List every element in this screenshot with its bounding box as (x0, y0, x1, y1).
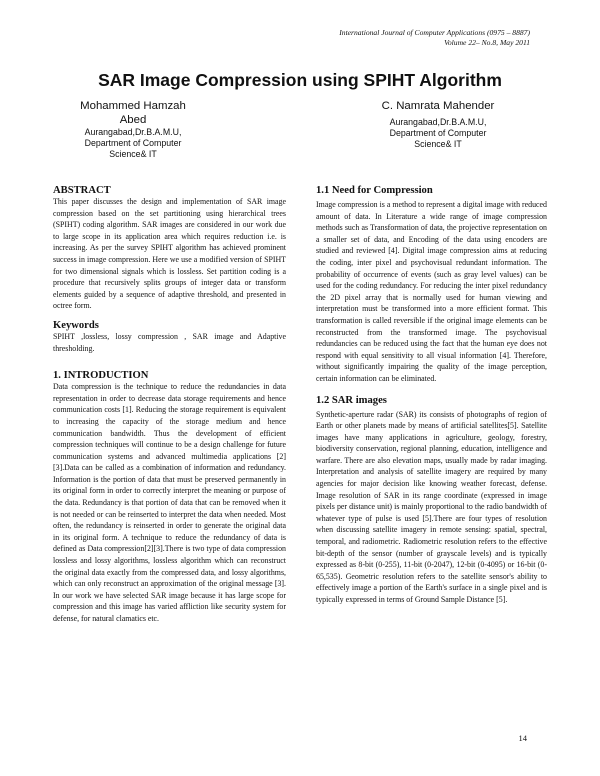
author-affiliation: Aurangabad,Dr.B.A.M.U, (84, 127, 182, 137)
need-for-compression-heading: 1.1 Need for Compression (316, 185, 433, 196)
sar-images-heading: 1.2 SAR images (316, 394, 387, 406)
abstract-heading: ABSTRACT (53, 185, 111, 196)
introduction-heading: 1. INTRODUCTION (53, 370, 149, 382)
keywords-text: SPIHT ,lossless, lossy compression , SAR image and Adaptive thresholding. (53, 331, 286, 353)
author-affiliation: Department of Computer (84, 138, 182, 148)
author-name: Mohammed Hamzah (80, 100, 186, 112)
page-number: 14 (518, 733, 527, 743)
abstract-text: This paper discusses the design and implementation of SAR image compression based on the set partitioning using hierarchical trees (SPIHT) coding algorithm. SAR images are considered in our work due to large scope in its application area which requires reduction i.e. is increasing. As per the survey SPIHT algorithm has achieved prominent success in image compression. Here we use a modified version of SPIHT for two dimensional signals which is lossless. Set partition coding is a procedure that recursively splits groups of integer data or transform elements guided by a sequence of adaptive threshold, and presented in octree form. (53, 197, 286, 311)
introduction-text: Data compression is the technique to reduce the redundancies in data representation in order to decrease data storage requirements and hence communication costs [1]. Reducing the storage requirement is equivalent to increasing the capacity of the storage medium and hence communication bandwidth. Thus the development of efficient compression techniques will continue to be a design challenge for future communication systems and advanced multimedia applications [2][3].Data can be called as a combination of information and redundancy. Information is the portion of data that must be preserved permanently in its original form in order to correctly interpret the meaning or purpose of the data. Redundancy is that portion of data that can be removed when it is not needed or can be reinserted to interpret the data when needed. Most often, the redundancy is reinserted in order to generate the original data in its original form. A technique to reduce the redundancy of data is defined as Data compression[2][3].There is two type of data compression lossless and lossy algorithms, lossless algorithm which can reconstruct the original data exactly from the compressed data, and lossy algorithms, which can only reconstruct an approximation of the original message [3]. In our work we have selected SAR image because it has large scope for compression and this image has varied affliction like security system for defense, for natural clamatics etc. (53, 382, 286, 623)
left-column (53, 185, 286, 625)
author-affiliation: Science& IT (414, 139, 462, 149)
author-1 (58, 99, 208, 160)
author-name: Abed (119, 114, 147, 126)
author-2 (358, 99, 518, 150)
need-for-compression-text: Image compression is a method to represent a digital image with reduced amount of data. In Literature a wide range of image compression methods such as Transformation of data, the projective representation on a smaller set of data, and Encoding of the data using encoders are studied and reviewed [4]. Digital image compression aims at reducing the coding, inter pixel and psychovisual redundant information. The probability of occurrence of events (such as gray level values) can be used for the coding redundancy. For reducing the inter pixel redundancy the 2D pixel array that is normally used for human viewing and interpretation must be transformed into a more efficient format. This transformation is called reversible if the original image elements can be reconstructed from the transformed image. The psychovisual redundancies can be reduced using the fact that the human eye does not respond with equal sensitivity to all visual information [4]. Therefore, without significantly impairing the quality of the image perception, certain information can be eliminated. (316, 200, 547, 383)
keywords-heading: Keywords (53, 319, 99, 331)
journal-name: International Journal of Computer Applications (0975 – 8887) (339, 28, 530, 37)
author-name: C. Namrata Mahender (381, 100, 495, 112)
right-column (316, 185, 547, 606)
sar-images-text: Synthetic-aperture radar (SAR) its consists of photographs of region of Earth or other planets made by means of artificial satellites[5]. Satellite images have many applications in agriculture, geology, forestry, biodiversity conservation, regional planning, education, intelligence and warfare. There are also elevation maps, usually made by radar imaging. Interpretation and analysis of satellite imagery are required by many agencies for major decision like knowing weather forecast, defense. Image resolution of SAR in its range coordinate (expressed in image pixels per distance unit) is mainly proportional to the radio bandwidth of whatever type of pulse is used [5].There are four types of resolution when discussing satellite imagery in remote sensing: spatial, spectral, temporal, and radiometric. Radiometric resolution refers to the effective bit-depth of the sensor (number of grayscale levels) and is typically expressed as 8-bit (0-255), 11-bit (0-2047), 12-bit (0-4095) or 16-bit (0-65,535). Geometric resolution refers to the satellite sensor's ability to effectively image a portion of the Earth's surface in a single pixel and is typically expressed in terms of Ground Sample Distance [5]. (316, 409, 547, 604)
running-header (339, 28, 530, 48)
author-affiliation: Department of Computer (389, 128, 487, 138)
author-affiliation: Aurangabad,Dr.B.A.M.U, (389, 117, 487, 127)
author-affiliation: Science& IT (109, 149, 157, 159)
paper-title: SAR Image Compression using SPIHT Algorithm (98, 70, 502, 90)
volume-info: Volume 22– No.8, May 2011 (444, 38, 530, 47)
